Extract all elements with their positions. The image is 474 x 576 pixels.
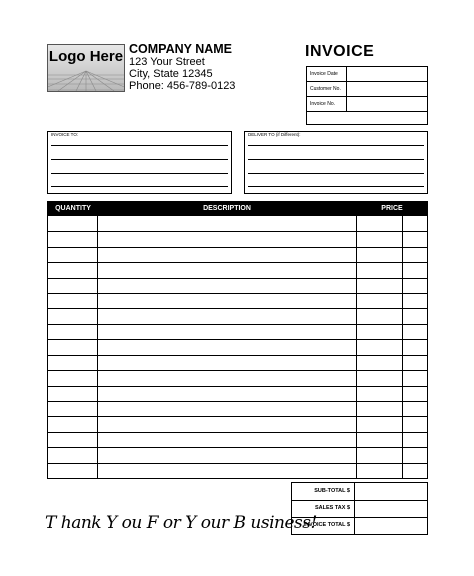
column-divider: [356, 202, 357, 478]
customer-no-row: [307, 82, 427, 97]
subtotal-label: SUB-TOTAL $: [292, 483, 355, 500]
description-header: DESCRIPTION: [203, 205, 251, 212]
table-row: [48, 463, 427, 464]
deliver-to-line: [248, 186, 424, 187]
invoice-date-label: Invoice Date: [307, 67, 347, 81]
deliver-to-line: [248, 173, 424, 174]
table-row: [48, 231, 427, 232]
invoice-date-row: [307, 67, 427, 82]
table-row: [48, 308, 427, 309]
invoice-title: INVOICE: [305, 43, 375, 60]
table-row: [48, 278, 427, 279]
table-row: [48, 293, 427, 294]
deliver-to-label: DELIVER TO (if Different):: [248, 132, 301, 137]
table-header: [48, 202, 427, 216]
invoice-to-box: [47, 131, 232, 194]
price-header: PRICE: [381, 205, 403, 212]
deliver-to-line: [248, 159, 424, 160]
table-row: [48, 447, 427, 448]
sales-tax-label: SALES TAX $: [292, 500, 355, 517]
invoice-to-line: [51, 159, 228, 160]
table-row: [48, 370, 427, 371]
items-table: [47, 201, 428, 479]
company-logo: [47, 44, 125, 92]
deliver-to-box: [244, 131, 428, 194]
invoice-to-label: INVOICE TO:: [51, 132, 79, 137]
invoice-no-row: [307, 97, 427, 112]
table-row: [48, 432, 427, 433]
table-row: [48, 247, 427, 248]
company-phone: Phone: 456-789-0123: [129, 80, 236, 92]
table-row: [48, 324, 427, 325]
company-name: COMPANY NAME: [129, 42, 233, 56]
invoice-no-label: Invoice No.: [307, 97, 347, 111]
table-row: [48, 339, 427, 340]
invoice-to-line: [51, 145, 228, 146]
thank-you-message: T hank Y ou F or Y our B usiness!: [45, 513, 317, 533]
invoice-total-label: INVOICE TOTAL $: [292, 517, 355, 534]
invoice-to-line: [51, 173, 228, 174]
column-divider: [97, 202, 98, 478]
table-row: [48, 401, 427, 402]
company-city: City, State 12345: [129, 68, 213, 80]
table-row: [48, 262, 427, 263]
table-row: [48, 416, 427, 417]
invoice-info-table: [306, 66, 428, 125]
deliver-to-line: [248, 145, 424, 146]
table-row: [48, 386, 427, 387]
invoice-to-line: [51, 186, 228, 187]
quantity-header: QUANTITY: [55, 205, 91, 212]
table-row: [48, 355, 427, 356]
company-street: 123 Your Street: [129, 56, 205, 68]
subtotal-row: [292, 483, 427, 501]
cents-divider: [402, 216, 403, 478]
logo-text: Logo Here: [48, 48, 124, 65]
customer-no-label: Customer No.: [307, 82, 347, 96]
